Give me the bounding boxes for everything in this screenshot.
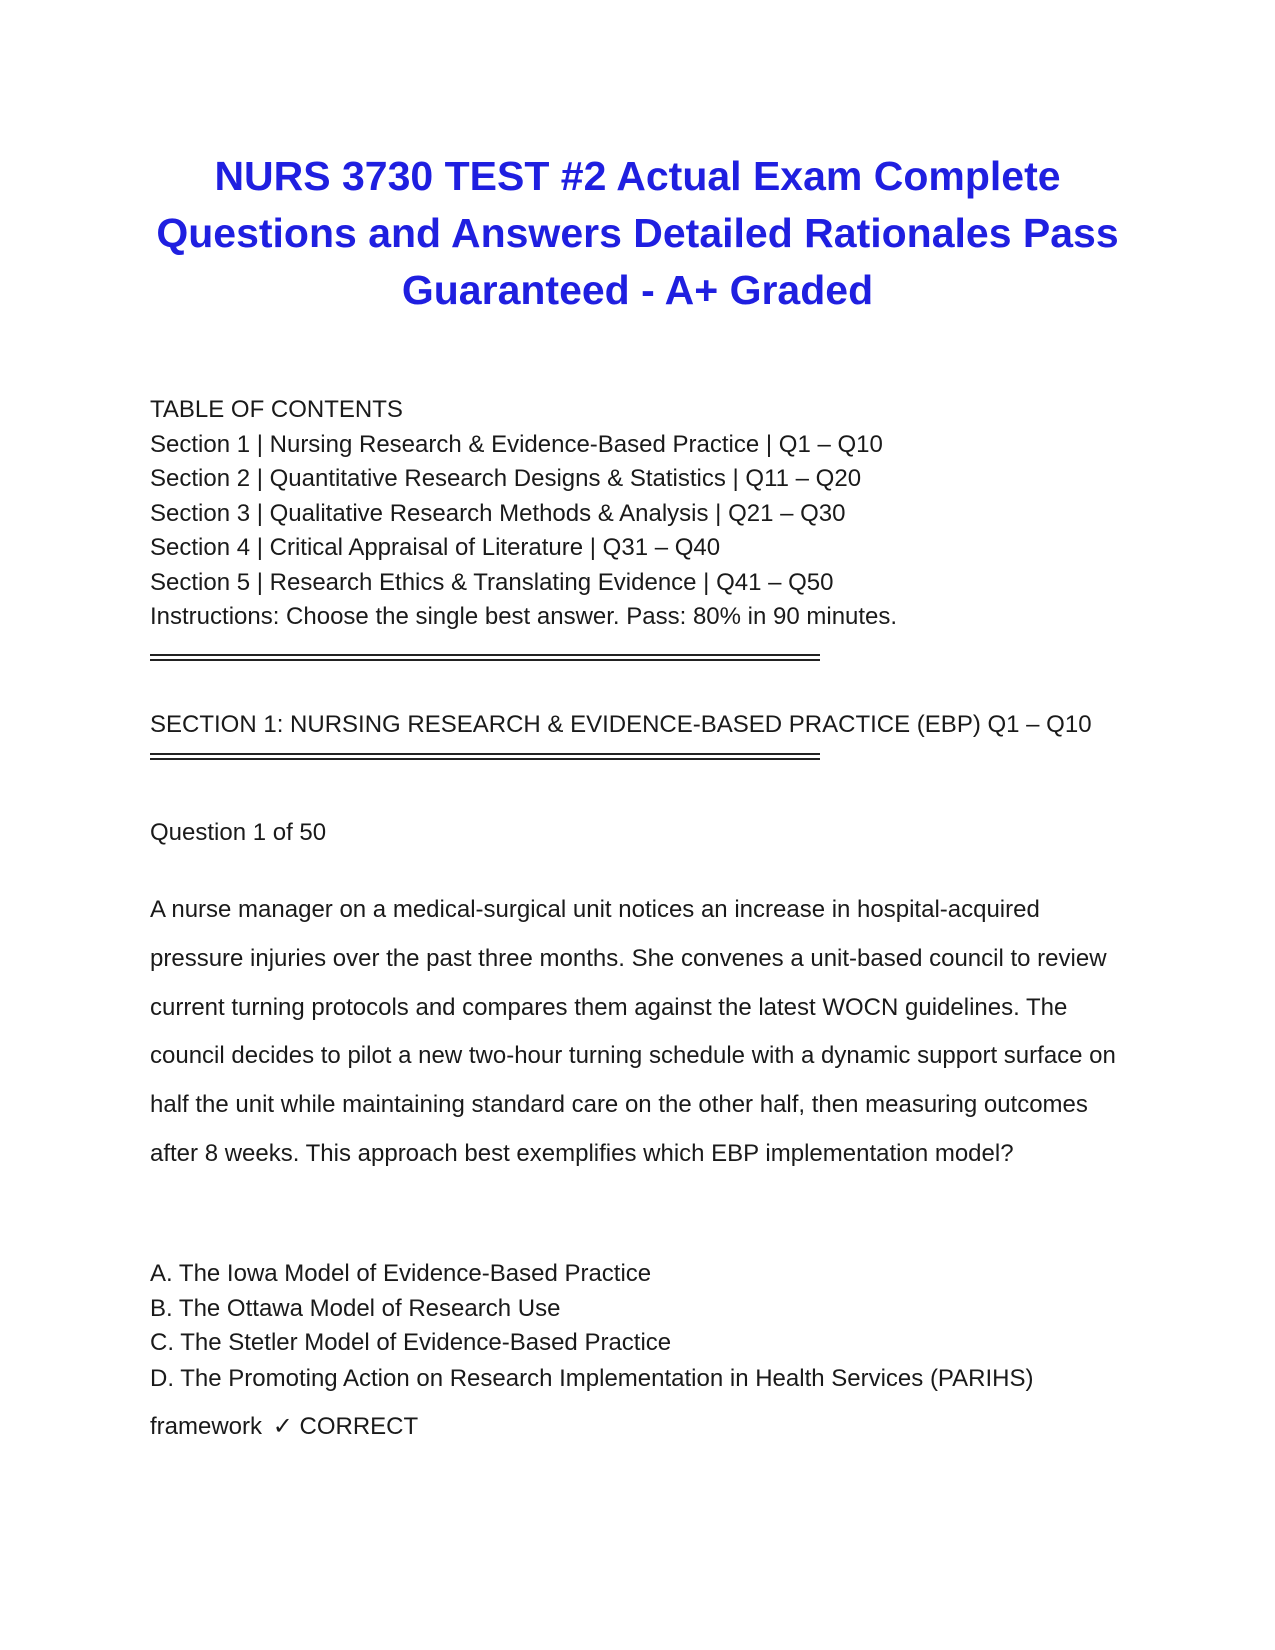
toc-section-3: Section 3 | Qualitative Research Methods & Analysis | Q21 – Q30 [150,499,846,527]
document-title [150,148,1125,319]
toc-section-5: Section 5 | Research Ethics & Translating Evidence | Q41 – Q50 [150,568,834,596]
answer-options [150,1257,1125,1451]
toc-heading: TABLE OF CONTENTS [150,396,403,423]
double-rule-divider-top [150,654,820,661]
section-1-heading: SECTION 1: NURSING RESEARCH & EVIDENCE-BASED PRACTICE (EBP) Q1 – Q10 [150,711,1092,738]
title-line-3: Guaranteed - A+ Graded [401,267,874,313]
double-rule-divider-bottom [150,753,820,760]
table-of-contents [150,393,1150,635]
toc-instructions: Instructions: Choose the single best answer. Pass: 80% in 90 minutes. [150,603,898,630]
option-c: C. The Stetler Model of Evidence-Based Practice [150,1329,672,1356]
toc-section-2: Section 2 | Quantitative Research Designs & Statistics | Q11 – Q20 [150,465,862,492]
toc-section-1: Section 1 | Nursing Research & Evidence-Based Practice | Q1 – Q10 [150,430,883,458]
toc-section-4: Section 4 | Critical Appraisal of Literature | Q31 – Q40 [150,534,721,561]
question-number: Question 1 of 50 [150,819,327,846]
title-line-1: NURS 3730 TEST #2 Actual Exam Complete [214,153,1061,199]
title-line-2: Questions and Answers Detailed Rationales Pass [156,210,1119,256]
option-b: B. The Ottawa Model of Research Use [150,1294,561,1322]
option-d-text: D. The Promoting Action on Research Implementation in Health Services (PARIHS) framework [150,1364,1034,1440]
option-a: A. The Iowa Model of Evidence-Based Practice [150,1260,652,1287]
correct-answer-marker: ✓ CORRECT [272,1412,419,1440]
option-d [150,1355,1125,1451]
question-stem: A nurse manager on a medical-surgical unit notices an increase in hospital-acquired pressure injuries over the past three months. She convenes a unit-based council to review current turning protocols and compares them against the latest WOCN guidelines. The council decides to pilot a new two-hour turning schedule with a dynamic support surface on half the unit while maintaining standard care on the other half, then measuring outcomes after 8 weeks. This approach best exemplifies which EBP implementation model? [150,896,1116,1167]
